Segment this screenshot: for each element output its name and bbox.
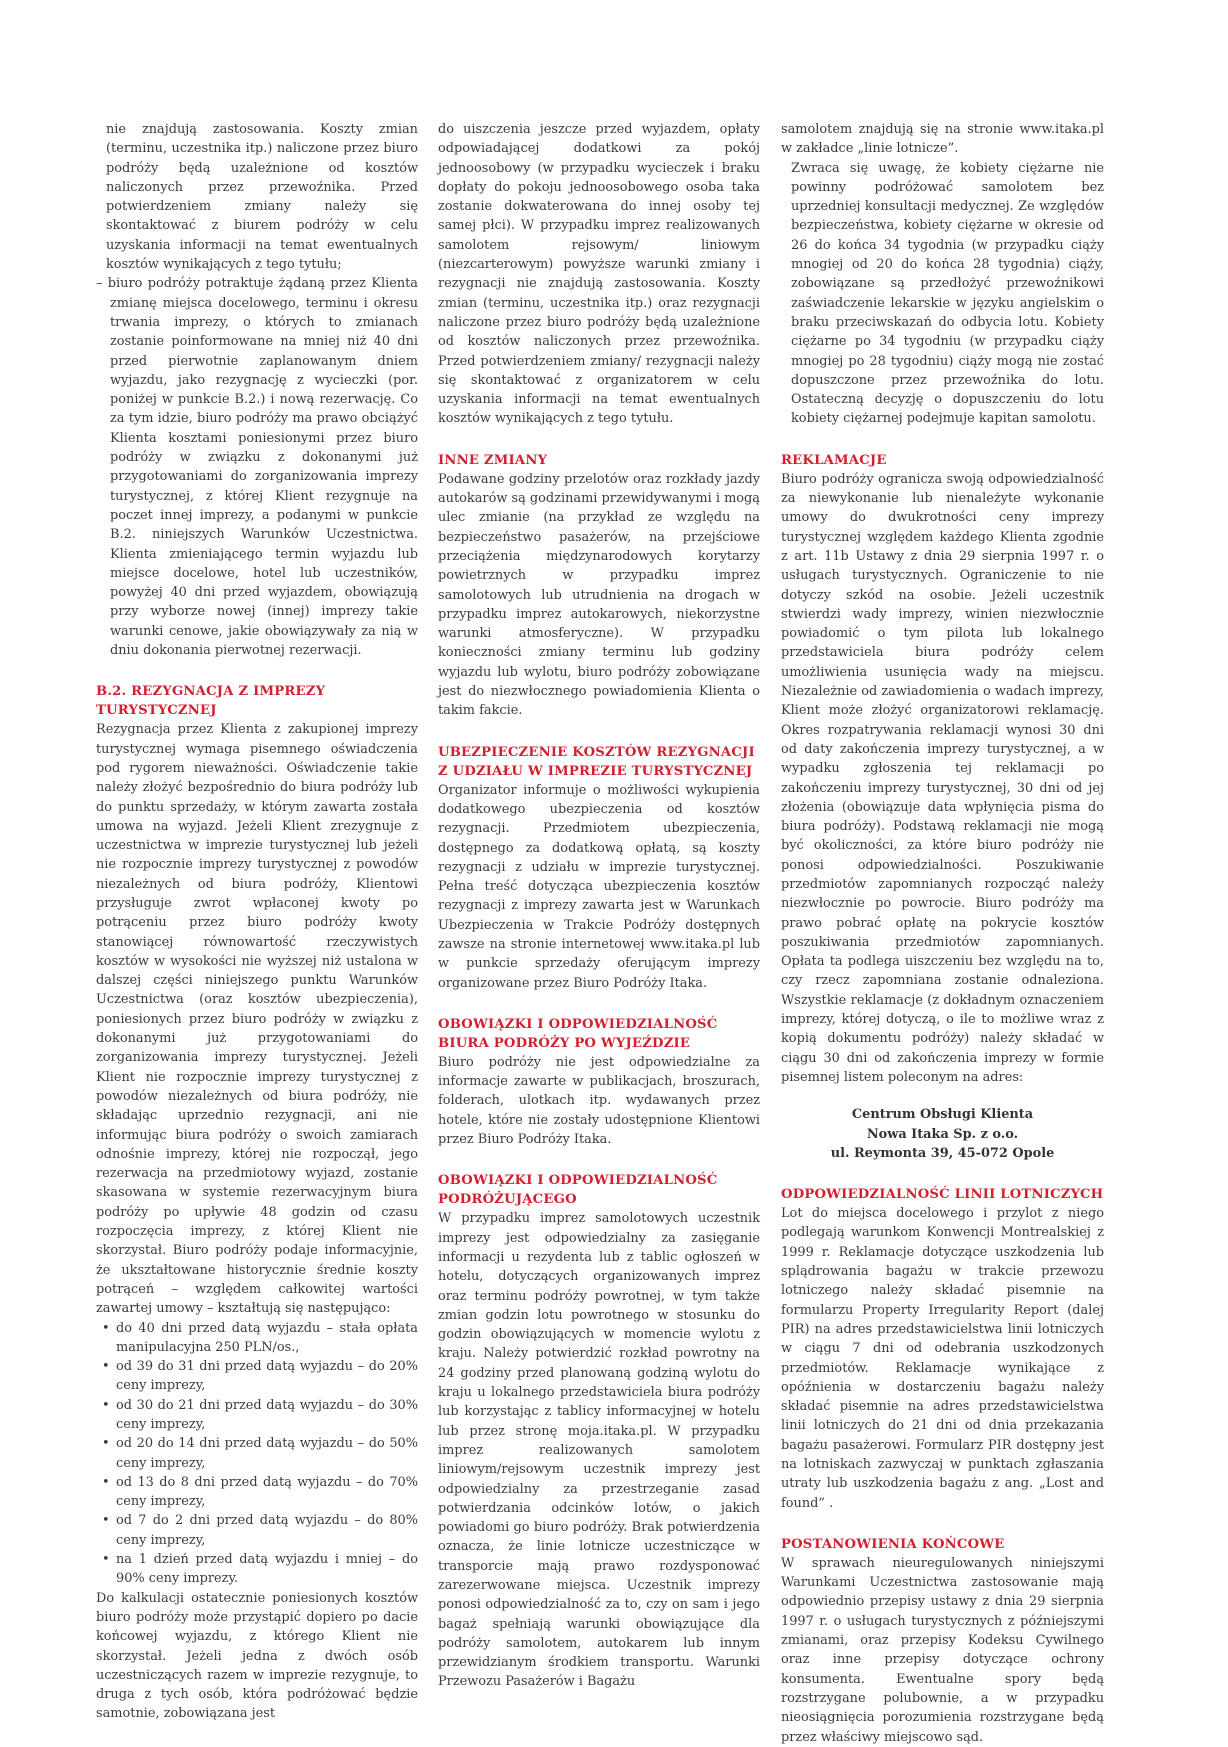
section-heading-obowiazki-podrozujacego: OBOWIĄZKI I ODPOWIEDZIALNOŚĆ PODRÓŻUJĄCEGO bbox=[438, 1173, 718, 1208]
section-heading-reklamacje: REKLAMACJE bbox=[781, 452, 887, 468]
column-left bbox=[96, 120, 418, 1724]
paragraph: Organizator informuje o możliwości wykupienia dodatkowego ubezpieczenia od kosztów rezygnacji. Przedmiotem ubezpieczenia, dostępnego za dodatkową opłatą, są koszty rezygnacji z udziału w imprezie turystycznej. Pełna treść dotycząca ubezpieczenia kosztów rezygnacji z imprezy zawarta jest w Warunkach Ubezpieczenia w Trakcie Podróży dostępnych zawsze na stronie internetowej www.itaka.pl lub w punkcie sprzedaży oferującym imprezy organizowane przez Biuro Podróży Itaka. bbox=[438, 782, 760, 991]
paragraph: Biuro podróży nie jest odpowiedzialne za informacje zawarte w publikacjach, broszurach, folderach, ulotkach itp. wydawanych przez hotele, które nie zostały udostępnione Klientowi przez Biuro Podróży Itaka. bbox=[438, 1054, 760, 1148]
list-item: • od 39 do 31 dni przed datą wyjazdu – do 20% ceny imprezy, bbox=[96, 1357, 418, 1396]
section-heading-linie-lotnicze: ODPOWIEDZIALNOŚĆ LINII LOTNICZYCH bbox=[781, 1187, 1104, 1203]
paragraph: Lot do miejsca docelowego i przylot z niego podlegają warunkom Konwencji Montrealskiej z 1999 r. Reklamacje dotyczące uszkodzenia lub splądrowania bagażu w trakcie przewozu lotniczego należy składać pisemnie na formularzu Property Irregularity Report (dalej PIR) na adres przedstawicielstwa linii lotniczych w ciągu 7 dni od odebrania uszkodzonych przedmiotów. Reklamacje wynikające z opóźnienia w dostarczeniu bagażu należy składać pisemnie na adres przedstawicielstwa linii lotniczych do 21 dni od dnia przekazania bagażu pasażerowi. Formularz PIR dostępny jest na lotniskach zazwyczaj w punktach zgłaszania utraty lub uszkodzenia bagażu z ang. „Lost and found” . bbox=[781, 1206, 1104, 1511]
section-heading-inne-zmiany: INNE ZMIANY bbox=[438, 452, 548, 468]
paragraph: Zwraca się uwagę, że kobiety ciężarne nie powinny podróżować samolotem bez uprzedniej konsultacji medycznej. Ze względów bezpieczeństwa, kobiety ciężarne w okresie od 26 do końca 34 tygodnia (w przypadku ciąży mnogiej od 20 do końca 28 tygodnia) ciąży, zobowiązane są przedłożyć przewoźnikowi zaświadczenie lekarskie w języku angielskim o braku przeciwskazań do odbycia lotu. Kobiety ciężarne po 34 tygodniu (w przypadku ciąży mnogiej po 28 tygodniu) ciąży mogą nie zostać dopuszczone przez przewoźnika do lotu. Ostateczną decyzję o dopuszczeniu do lotu kobiety ciężarnej podejmuje kapitan samolotu. bbox=[791, 160, 1104, 427]
address-line: ul. Reymonta 39, 45-072 Opole bbox=[830, 1145, 1055, 1161]
paragraph: Podawane godziny przelotów oraz rozkłady jazdy autokarów są godzinami przewidywanymi i mogą ulec zmianie (na przykład ze względu na bezpieczeństwo pasażerów, na przejściowe przeciążenia międzynarodowych korytarzy powietrznych w przypadku imprez samolotowych lub utrudnienia na drogach w przypadku imprez autokarowych, niekorzystne warunki atmosferyczne). W przypadku konieczności zmiany terminu lub godziny wyjazdu lub wylotu, biuro podróży zobowiązane jest do niezwłocznego powiadomienia Klienta o takim fakcie. bbox=[438, 471, 760, 719]
address-line: Nowa Itaka Sp. z o.o. bbox=[866, 1126, 1019, 1142]
list-item: • od 13 do 8 dni przed datą wyjazdu – do 70% ceny imprezy, bbox=[96, 1473, 418, 1512]
address-line: Centrum Obsługi Klienta bbox=[851, 1107, 1034, 1123]
section-heading-postanowienia: POSTANOWIENIA KOŃCOWE bbox=[781, 1536, 1005, 1552]
dash-list-item: – biuro podróży potraktuje żądaną przez Klienta zmianę miejsca docelowego, terminu i okresu trwania imprezy, o których to zmianach zostanie poinformowane na mniej niż 40 dni przed pierwotnie zaplanowanym dniem wyjazdu, jako rezygnację z wycieczki (por. poniżej w punkcie B.2.) i nową rezerwację. Co za tym idzie, biuro podróży ma prawo obciążyć Klienta kosztami poniesionymi przez biuro podróży w związku z dokonanymi już przygotowaniami do zorganizowania imprezy turystycznej, z której Klient rezygnuje na poczet innej imprezy, a podanymi w punkcie B.2. niniejszych Warunków Uczestnictwa. Klienta zmieniającego termin wyjazdu lub miejsce docelowe, hotel lub uczestników, powyżej 40 dni przed wyjazdem, obowiązują przy wyborze nowej (innej) imprezy takie warunki cenowe, jakie obowiązywały za nią w dniu dokonania pierwotnej rezerwacji. bbox=[96, 276, 418, 659]
list-item: • od 20 do 14 dni przed datą wyjazdu – do 50% ceny imprezy, bbox=[96, 1434, 418, 1473]
paragraph: Rezygnacja przez Klienta z zakupionej imprezy turystycznej wymaga pisemnego oświadczenia pod rygorem nieważności. Oświadczenie takie należy złożyć bezpośrednio do biura podróży lub do punktu sprzedaży, w którym zawarta została umowa na wyjazd. Jeżeli Klient zrezygnuje z uczestnictwa w imprezie turystycznej lub jeżeli nie rozpocznie imprezy turystycznej z powodów niezależnych od biura podróży, Klientowi przysługuje zwrot wpłaconej kwoty po potrąceniu przez biuro podróży kwoty stanowiącej równowartość rzeczywistych kosztów w wysokości nie wyższej niż ustalona w dalszej części niniejszego punktu Warunków Uczestnictwa (oraz kosztów ubezpieczenia), poniesionych przez biuro podróży w związku z dokonanymi już przygotowaniami do zorganizowania imprezy turystycznej. Jeżeli Klient nie rozpocznie imprezy turystycznej z powodów niezależnych od biura podróży, nie składając uprzednio rezygnacji, ani nie informując biura podróży o swoich zamiarach odnośnie imprezy, której nie rozpoczął, jego rezerwacja na przedmiotowy wyjazd, zostanie skasowana w systemie rezerwacyjnym biura podróży po upływie 48 godzin od czasu rozpoczęcia imprezy, z której Klient nie skorzystał. Biuro podróży podaje informacyjnie, że ukształtowane historycznie średnie koszty potrąceń – względem całkowitej wartości zawartej umowy – kształtują się następująco: bbox=[96, 722, 418, 1317]
column-middle bbox=[438, 120, 760, 1692]
paragraph: W przypadku imprez samolotowych uczestnik imprezy jest odpowiedzialny za zasięganie informacji u rezydenta lub z tablic ogłoszeń w hotelu, dotyczących organizowanych imprez oraz terminu podróży powrotnej, w tym także zmian godzin lotu powrotnego w stosunku do godzin obowiązujących w momencie wylotu z kraju. Należy potwierdzić rozkład powrotny na 24 godziny przed planowaną godziną wylotu do kraju u lokalnego przedstawiciela biura podróży lub korzystając z tablicy informacyjnej w hotelu lub przez stronę moja.itaka.pl. W przypadku imprez realizowanych samolotem liniowym/rejsowym uczestnik imprezy jest odpowiedzialny za przestrzeganie zasad potwierdzania odcinków lotów, o jakich powiadomi go biuro podróży. Brak potwierdzenia oznacza, że linie lotnicze uczestniczące w transporcie mają prawo rozdysponować zarezerwowane miejsca. Uczestnik imprezy ponosi odpowiedzialność za to, czy on sam i jego bagaż spełniają warunki obowiązujące dla podróży samolotem, autokarem lub innym przewidzianym środkiem transportu. Warunki Przewozu Pasażerów i Bagażu bbox=[438, 1211, 760, 1690]
paragraph: nie znajdują zastosowania. Koszty zmian (terminu, uczestnika itp.) naliczone przez biuro podróży będą uzależnione od kosztów naliczonych przez przewoźnika. Przed potwierdzeniem zmiany należy się skontaktować z biurem podróży w celu uzyskania informacji na temat ewentualnych kosztów wynikających z tego tytułu; bbox=[106, 122, 418, 273]
list-item: • od 7 do 2 dni przed datą wyjazdu – do 80% ceny imprezy, bbox=[96, 1511, 418, 1550]
paragraph: Do kalkulacji ostatecznie poniesionych kosztów biuro podróży może przystąpić dopiero po dacie końcowej wyjazdu, z którego Klient nie skorzystał. Jeżeli jedna z dwóch osób uczestniczących razem w imprezie rezygnuje, to druga z tych osób, która podróżować będzie samotnie, zobowiązana jest bbox=[96, 1590, 418, 1722]
address-block bbox=[781, 1105, 1104, 1163]
list-item: • na 1 dzień przed datą wyjazdu i mniej – do 90% ceny imprezy. bbox=[96, 1550, 418, 1589]
section-heading-b2: B.2. REZYGNACJA Z IMPREZY TURYSTYCZNEJ bbox=[96, 684, 326, 719]
list-item: • od 30 do 21 dni przed datą wyjazdu – do 30% ceny imprezy, bbox=[96, 1396, 418, 1435]
paragraph: W sprawach nieuregulowanych niniejszymi Warunkami Uczestnictwa zastosowanie mają odpowiednio przepisy ustawy z dnia 29 sierpnia 1997 r. o usługach turystycznych z późniejszymi zmianami, oraz przepisy Kodeksu Cywilnego oraz inne przepisy dotyczące ochrony konsumenta. Ewentualne spory będą rozstrzygane polubownie, a w przypadku nieosiągnięcia porozumienia rozstrzygane będą przez właściwy miejscowo sąd. bbox=[781, 1555, 1104, 1745]
cost-bullet-list bbox=[96, 1319, 418, 1589]
list-item: • do 40 dni przed datą wyjazdu – stała opłata manipulacyjna 250 PLN/os., bbox=[96, 1319, 418, 1358]
section-heading-obowiazki-biura: OBOWIĄZKI I ODPOWIEDZIALNOŚĆ BIURA PODRÓŻY PO WYJEŹDZIE bbox=[438, 1016, 718, 1051]
paragraph: do uiszczenia jeszcze przed wyjazdem, opłaty odpowiadającej dodatkowi za pokój jednoosobowy (w przypadku wycieczek i braku dopłaty do pokoju jednoosobowego osoba taka zostanie dokwaterowana do innej osoby tej samej płci). W przypadku imprez realizowanych samolotem rejsowym/ liniowym (niezcarterowym) powyższe warunki zmiany i rezygnacji nie znajdują zastosowania. Koszty zmian (terminu, uczestnika itp.) oraz rezygnacji naliczone przez biuro podróży będą uzależnione od kosztów naliczonych przez przewoźnika. Przed potwierdzeniem zmiany/ rezygnacji należy się skontaktować z organizatorem w celu uzyskania informacji na temat ewentualnych kosztów wynikających z tego tytułu. bbox=[438, 122, 760, 427]
paragraph: samolotem znajdują się na stronie www.itaka.pl w zakładce „linie lotnicze”. bbox=[781, 122, 1104, 157]
paragraph: Biuro podróży ogranicza swoją odpowiedzialność za niewykonanie lub nienależyte wykonanie umowy do dwukrotności ceny imprezy turystycznej względem każdego Klienta zgodnie z art. 11b Ustawy z dnia 29 sierpnia 1997 r. o usługach turystycznych. Ograniczenie to nie dotyczy szkód na osobie. Jeżeli uczestnik stwierdzi wady imprezy, winien niezwłocznie powiadomić o tym pilota lub lokalnego przedstawiciela biura podróży celem umożliwienia usunięcia wady na miejscu. Niezależnie od zawiadomienia o wadach imprezy, Klient może złożyć organizatorowi reklamację. Okres rozpatrywania reklamacji wynosi 30 dni od daty zakończenia imprezy turystycznej, a w wypadku zgłoszenia tej reklamacji po zakończeniu imprezy turystycznej, 30 dni od jej złożenia (obowiązuje data wpłynięcia pisma do biura podróży). Podstawą reklamacji nie mogą być okoliczności, za które biuro podróży nie ponosi odpowiedzialności. Poszukiwanie przedmiotów zapomnianych rozpocząć należy niezwłocznie po powrocie. Biuro podróży ma prawo pobrać opłatę na pokrycie kosztów poszukiwania przedmiotów zapomnianych. Opłata ta podlega uiszczeniu bez względu na to, czy rzecz zapomniana zostanie odnaleziona. Wszystkie reklamacje (z dokładnym oznaczeniem imprezy, której dotyczą, o ile to możliwe wraz z kopią dokumentu podróży) należy składać w ciągu 30 dni od zakończenia imprezy w formie pisemnej listem poleconym na adres: bbox=[781, 471, 1104, 1085]
section-heading-ubezpieczenie: UBEZPIECZENIE KOSZTÓW REZYGNACJI Z UDZIAŁU W IMPREZIE TURYSTYCZNEJ bbox=[438, 744, 755, 779]
column-right bbox=[781, 120, 1104, 1747]
